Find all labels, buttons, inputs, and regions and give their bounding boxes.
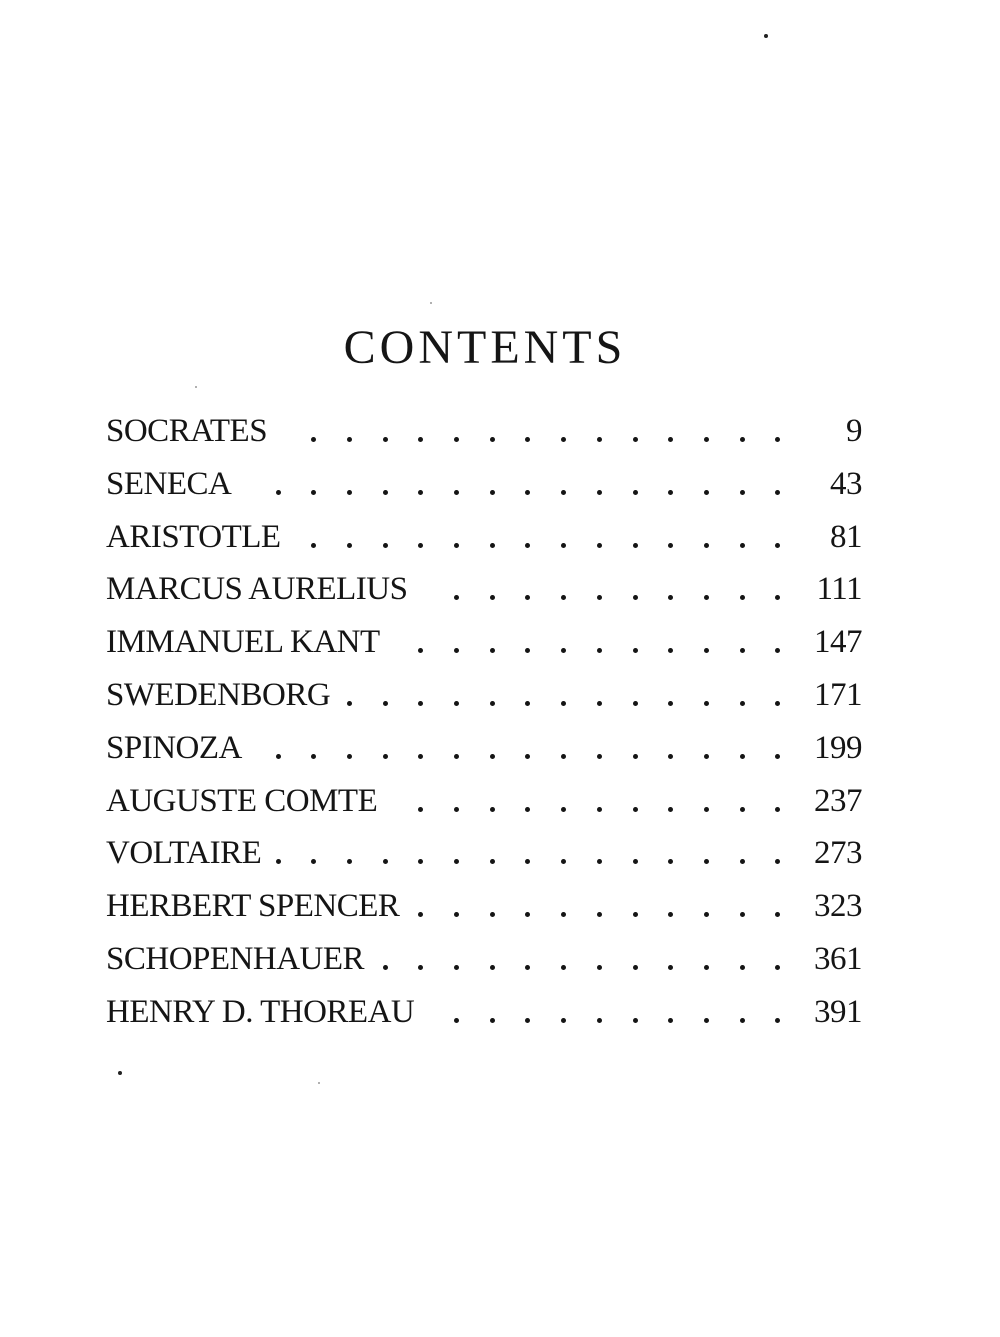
leader-dot <box>668 859 673 864</box>
leader-dot <box>740 754 745 759</box>
leader-dot <box>561 912 566 917</box>
leader-dot <box>347 754 352 759</box>
toc-entry-title: SCHOPENHAUER <box>106 940 365 977</box>
leader-dot <box>490 912 495 917</box>
toc-entry-title: SENECA <box>106 465 232 502</box>
leader-dot <box>597 965 602 970</box>
leader-dot <box>418 912 423 917</box>
toc-entry <box>106 824 862 877</box>
leader-dot <box>633 859 638 864</box>
leader-dot <box>490 859 495 864</box>
toc-entry <box>106 983 862 1036</box>
leader-dot <box>454 648 459 653</box>
toc-entry-title: SPINOZA <box>106 729 242 766</box>
leader-dot <box>561 965 566 970</box>
leader-dot <box>561 543 566 548</box>
leader-dot <box>561 701 566 706</box>
leader-dot <box>633 807 638 812</box>
leader-dot <box>775 701 780 706</box>
leader-dot <box>276 754 281 759</box>
leader-dot <box>561 437 566 442</box>
leader-dot <box>454 965 459 970</box>
leader-dot <box>525 912 530 917</box>
leader-dot <box>561 754 566 759</box>
leader-dot <box>633 701 638 706</box>
leader-dot <box>704 543 709 548</box>
leader-dot <box>633 595 638 600</box>
leader-dot <box>597 490 602 495</box>
leader-dot <box>740 912 745 917</box>
leader-dot <box>775 437 780 442</box>
leader-dot <box>668 1018 673 1023</box>
leader-dot <box>490 648 495 653</box>
leader-dot <box>454 437 459 442</box>
leader-dot <box>525 490 530 495</box>
leader-dot <box>597 437 602 442</box>
leader-dot <box>418 807 423 812</box>
toc-entry-page-number: 9 <box>846 413 862 449</box>
leader-dot <box>633 437 638 442</box>
leader-dot <box>490 701 495 706</box>
leader-dot <box>704 1018 709 1023</box>
leader-dot <box>704 490 709 495</box>
leader-dot <box>740 437 745 442</box>
toc-entry-page-number: 199 <box>814 729 862 766</box>
leader-dot <box>525 859 530 864</box>
leader-dot <box>525 648 530 653</box>
leader-dot <box>668 648 673 653</box>
leader-dot <box>775 490 780 495</box>
toc-entry-page-number: 323 <box>814 888 862 925</box>
leader-dot <box>525 807 530 812</box>
toc-entry-title: HERBERT SPENCER <box>106 888 400 925</box>
leader-dot <box>525 754 530 759</box>
leader-dot <box>775 807 780 812</box>
leader-dot <box>490 490 495 495</box>
toc-entry-page-number: 111 <box>816 571 862 608</box>
leader-dot <box>633 490 638 495</box>
leader-dot <box>740 1018 745 1023</box>
leader-dot <box>490 1018 495 1023</box>
leader-dot <box>704 912 709 917</box>
leader-dot <box>740 965 745 970</box>
leader-dot <box>633 965 638 970</box>
leader-dot <box>668 595 673 600</box>
toc-entry <box>106 772 862 825</box>
leader-dot <box>383 859 388 864</box>
leader-dot <box>490 965 495 970</box>
leader-dot <box>597 754 602 759</box>
page-title: CONTENTS <box>343 321 627 374</box>
leader-dot <box>561 1018 566 1023</box>
leader-dot <box>490 754 495 759</box>
toc-entry-page-number: 171 <box>814 676 862 713</box>
toc-entry-page-number: 391 <box>814 993 862 1030</box>
leader-dot <box>525 965 530 970</box>
leader-dot <box>668 543 673 548</box>
leader-dot <box>740 543 745 548</box>
toc-entry-title: AUGUSTE COMTE <box>106 782 378 819</box>
leader-dot <box>668 807 673 812</box>
leader-dot <box>561 807 566 812</box>
leader-dot <box>704 754 709 759</box>
leader-dot <box>633 754 638 759</box>
leader-dot <box>383 437 388 442</box>
leader-dot <box>383 490 388 495</box>
leader-dot <box>561 595 566 600</box>
leader-dot <box>490 437 495 442</box>
ink-speck <box>430 302 432 304</box>
toc-entry <box>106 877 862 930</box>
toc-entry-page-number: 43 <box>830 465 862 502</box>
leader-dot <box>418 701 423 706</box>
leader-dot <box>597 648 602 653</box>
leader-dot <box>775 965 780 970</box>
leader-dot <box>704 701 709 706</box>
leader-dot <box>418 859 423 864</box>
toc-entry-page-number: 81 <box>830 518 862 555</box>
leader-dot <box>276 490 281 495</box>
leader-dot <box>525 437 530 442</box>
leader-dot <box>704 859 709 864</box>
leader-dot <box>561 859 566 864</box>
leader-dot <box>775 912 780 917</box>
leader-dot <box>704 437 709 442</box>
leader-dot <box>418 437 423 442</box>
leader-dot <box>740 859 745 864</box>
leader-dot <box>383 754 388 759</box>
toc-entry-page-number: 273 <box>814 835 862 872</box>
leader-dot <box>454 543 459 548</box>
leader-dot <box>668 701 673 706</box>
toc-entry <box>106 613 862 666</box>
leader-dot <box>704 595 709 600</box>
leader-dot <box>454 754 459 759</box>
leader-dot <box>775 543 780 548</box>
ink-speck <box>764 34 768 38</box>
toc-entry-page-number: 237 <box>814 782 862 819</box>
leader-dot <box>347 437 352 442</box>
leader-dot <box>347 701 352 706</box>
leader-dot <box>276 859 281 864</box>
leader-dot <box>740 701 745 706</box>
leader-dot <box>704 648 709 653</box>
leader-dot <box>418 965 423 970</box>
ink-speck <box>318 1082 320 1084</box>
leader-dot <box>775 859 780 864</box>
leader-dot <box>418 648 423 653</box>
leader-dot <box>490 543 495 548</box>
leader-dot <box>597 595 602 600</box>
leader-dot <box>597 543 602 548</box>
leader-dot <box>740 595 745 600</box>
leader-dot <box>311 437 316 442</box>
leader-dot <box>597 1018 602 1023</box>
leader-dot <box>668 754 673 759</box>
toc-entry <box>106 455 862 508</box>
leader-dot <box>740 807 745 812</box>
ink-speck <box>118 1071 122 1075</box>
leader-dot <box>347 859 352 864</box>
leader-dot <box>311 859 316 864</box>
leader-dot <box>418 754 423 759</box>
leader-dot <box>490 595 495 600</box>
leader-dot <box>525 543 530 548</box>
leader-dot <box>311 754 316 759</box>
leader-dot <box>418 543 423 548</box>
leader-dot <box>454 912 459 917</box>
toc-entry-title: ARISTOTLE <box>106 518 281 555</box>
leader-dot <box>383 543 388 548</box>
leader-dot <box>740 648 745 653</box>
leader-dot <box>383 701 388 706</box>
ink-speck <box>195 386 197 388</box>
toc-entry-title: SWEDENBORG <box>106 676 331 713</box>
toc-entry <box>106 666 862 719</box>
leader-dot <box>597 701 602 706</box>
leader-dot <box>311 490 316 495</box>
leader-dot <box>347 543 352 548</box>
leader-dot <box>633 543 638 548</box>
leader-dot <box>740 490 745 495</box>
leader-dot <box>418 490 423 495</box>
leader-dot <box>454 1018 459 1023</box>
leader-dot <box>633 1018 638 1023</box>
leader-dot <box>668 490 673 495</box>
leader-dot <box>561 648 566 653</box>
leader-dot <box>525 1018 530 1023</box>
leader-dot <box>668 437 673 442</box>
leader-dot <box>383 965 388 970</box>
leader-dot <box>454 701 459 706</box>
leader-dot <box>775 595 780 600</box>
leader-dot <box>454 859 459 864</box>
toc-entry <box>106 560 862 613</box>
leader-dot <box>597 912 602 917</box>
leader-dot <box>775 754 780 759</box>
leader-dot <box>704 965 709 970</box>
leader-dot <box>311 543 316 548</box>
leader-dot <box>775 648 780 653</box>
leader-dot <box>525 701 530 706</box>
leader-dot <box>525 595 530 600</box>
leader-dot <box>668 912 673 917</box>
leader-dot <box>668 965 673 970</box>
leader-dot <box>490 807 495 812</box>
toc-entry-title: SOCRATES <box>106 413 268 449</box>
toc-entry-title: MARCUS AURELIUS <box>106 571 408 608</box>
toc-entry-title: IMMANUEL KANT <box>106 624 380 661</box>
leader-dot <box>347 490 352 495</box>
leader-dot <box>597 859 602 864</box>
leader-dot <box>561 490 566 495</box>
leader-dot <box>775 1018 780 1023</box>
toc-entry-page-number: 147 <box>814 624 862 661</box>
leader-dot <box>597 807 602 812</box>
toc-entry-page-number: 361 <box>814 940 862 977</box>
toc-entry <box>106 508 862 561</box>
toc-entry <box>106 402 862 455</box>
leader-dot <box>633 648 638 653</box>
toc-entry <box>106 930 862 983</box>
leader-dot <box>454 807 459 812</box>
toc-entry-title: HENRY D. THOREAU <box>106 993 415 1030</box>
leader-dot <box>454 595 459 600</box>
toc-entry-title: VOLTAIRE <box>106 835 262 872</box>
table-of-contents <box>106 402 862 1036</box>
leader-dot <box>704 807 709 812</box>
leader-dot <box>633 912 638 917</box>
toc-entry <box>106 719 862 772</box>
leader-dot <box>454 490 459 495</box>
